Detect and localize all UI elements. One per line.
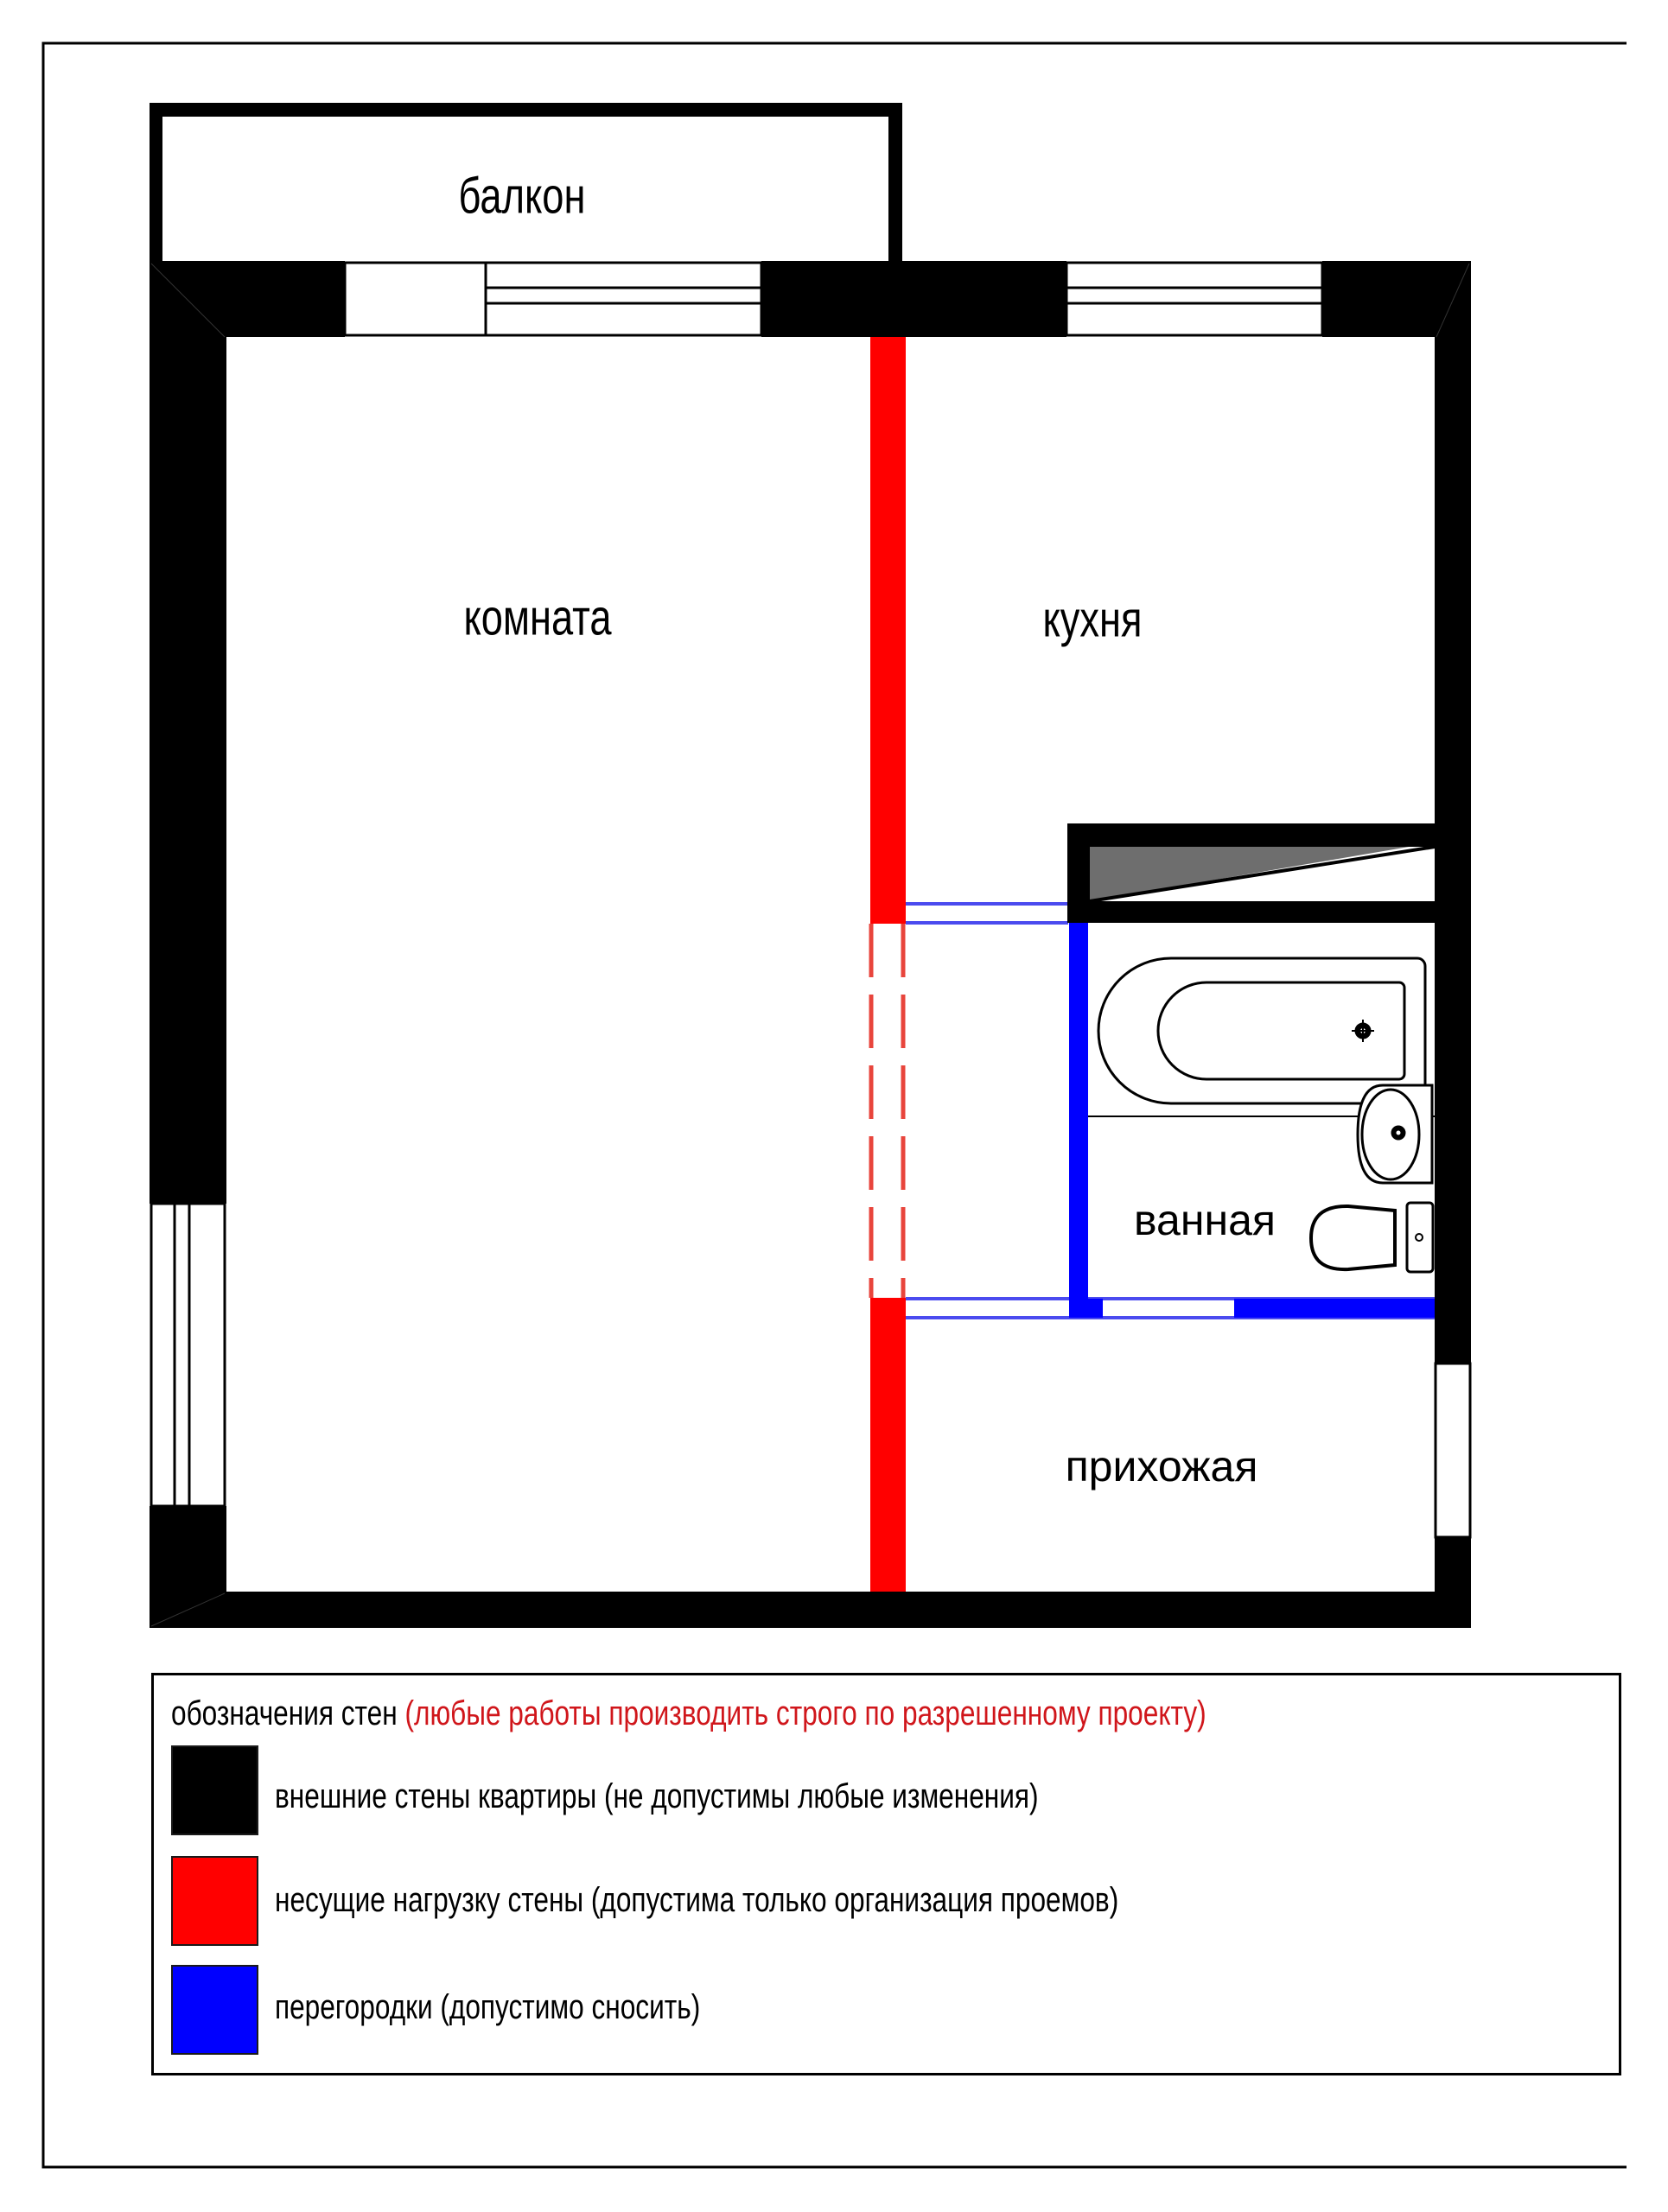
room-label-kitchen: кухня [1042,591,1143,648]
room-label-hallway: прихожая [1065,1442,1258,1491]
room-window [151,1204,225,1506]
kitchen-window [1066,263,1322,335]
room-label-room: комната [463,589,612,646]
legend-warning: (любые работы производить строго по разрешенному проекту) [404,1694,1206,1732]
entrance-door [1436,1363,1470,1537]
ventilation-niche [1067,823,1436,923]
sink-icon [1358,1085,1432,1183]
legend-label-external: внешние стены квартиры (не допустимы любые изменения) [275,1777,1039,1815]
legend-swatch-external [171,1745,258,1835]
load-bearing-opening-dashed [871,924,903,1298]
load-bearing-wall [870,337,906,1592]
room-label-balcony: балкон [458,168,586,225]
toilet-icon [1311,1203,1433,1272]
legend-swatch-load-bearing [171,1856,258,1946]
legend-swatch-partition [171,1965,258,2055]
room-label-bathroom: ванная [1134,1196,1276,1244]
legend-title-line [171,1694,1206,1733]
balcony-door-window [345,263,761,335]
legend-label-partition: перегородки (допустимо сносить) [275,1988,701,2026]
bathtub-icon [1098,958,1425,1103]
legend-box [151,1673,1621,2075]
external-walls [150,261,1471,1628]
legend-label-load-bearing: несущие нагрузку стены (допустима только организация проемов) [275,1881,1119,1919]
legend-title: обозначения стен [171,1694,398,1732]
